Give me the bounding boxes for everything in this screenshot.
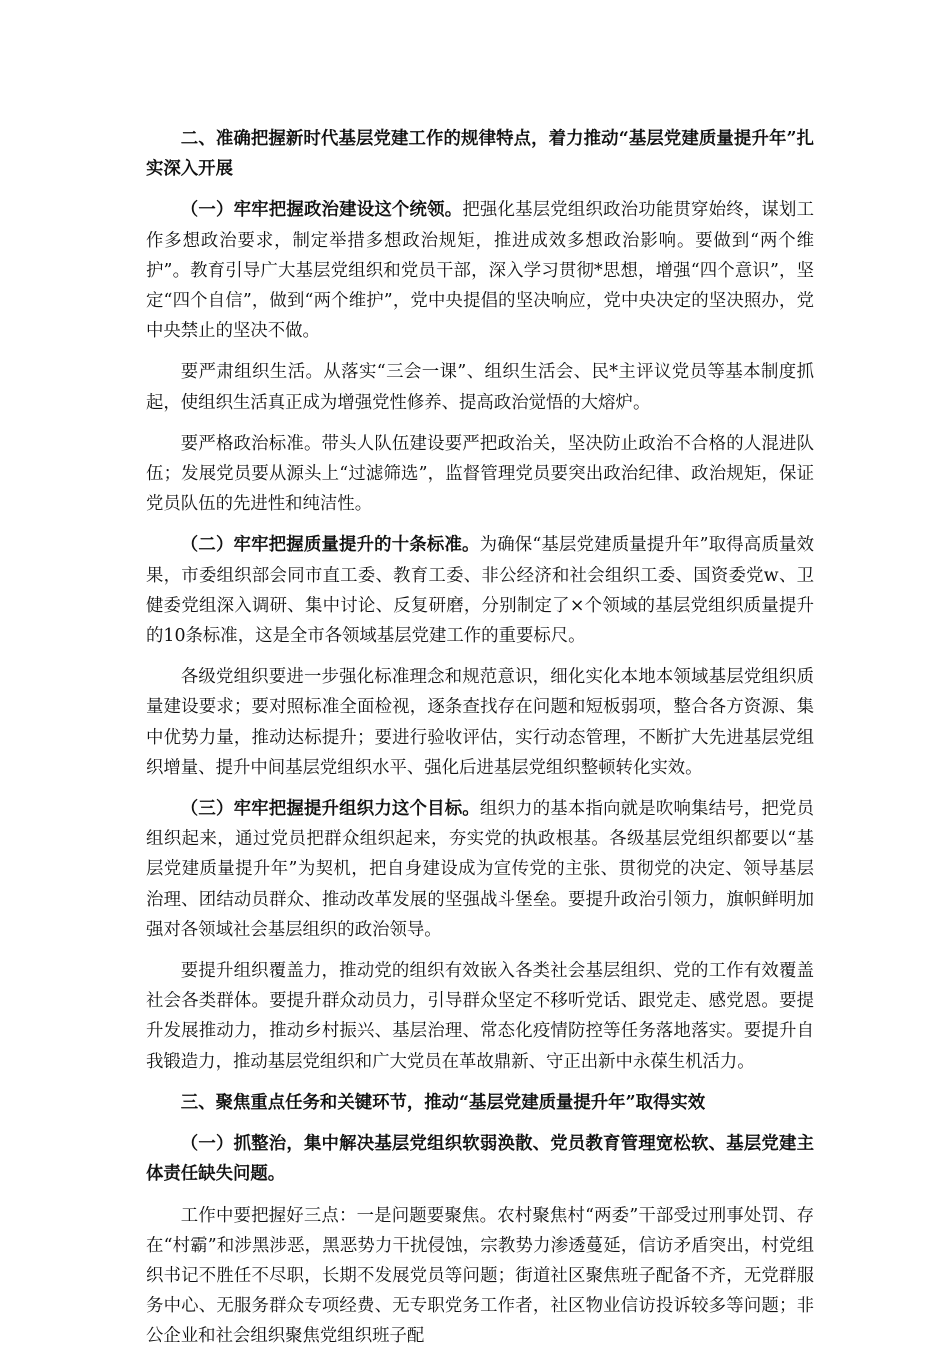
body-paragraph [146, 357, 814, 417]
section-heading [146, 1088, 814, 1118]
body-paragraph [146, 794, 814, 945]
paragraph-text: （一）抓整治，集中解决基层党组织软弱涣散、党员教育管理宽松软、基层党建主体责任缺失问题。 [146, 1134, 814, 1185]
body-paragraph [146, 956, 814, 1077]
document-body [146, 124, 814, 1363]
body-paragraph [146, 429, 814, 520]
paragraph-text: 要严格政治标准。带头人队伍建设要严把政治关，坚决防止政治不合格的人混进队伍；发展党员要从源头上“过滤筛选”，监督管理党员要突出政治纪律、政治规矩，保证党员队伍的先进性和纯洁性。 [146, 433, 814, 515]
section-heading [146, 1129, 814, 1189]
body-paragraph [146, 662, 814, 783]
paragraph-lead-heading: （一）牢牢把握政治建设这个统领。 [180, 200, 463, 221]
paragraph-lead-heading: （三）牢牢把握提升组织力这个目标。 [180, 799, 480, 820]
paragraph-text: 二、准确把握新时代基层党建工作的规律特点，着力推动“基层党建质量提升年”扎实深入开展 [146, 129, 814, 180]
paragraph-text: 三、聚焦重点任务和关键环节，推动“基层党建质量提升年”取得实效 [180, 1092, 706, 1113]
body-paragraph [146, 1201, 814, 1352]
body-paragraph [146, 530, 814, 651]
paragraph-text: 把强化基层党组织政治功能贯穿始终，谋划工作多想政治要求，制定举措多想政治规矩，推进成效多想政治影响。要做到“两个维护”。教育引导广大基层党组织和党员干部，深入学习贯彻*思想，增强“四个意识”，坚定“四个自信”，做到“两个维护”，党中央提倡的坚决响应，党中央决定的坚决照办，党中央禁止的坚决不做。 [146, 200, 814, 342]
paragraph-text: 要提升组织覆盖力，推动党的组织有效嵌入各类社会基层组织、党的工作有效覆盖社会各类群体。要提升群众动员力，引导群众坚定不移听党话、跟党走、感党恩。要提升发展推动力，推动乡村振兴、基层治理、常态化疫情防控等任务落地落实。要提升自我锻造力，推动基层党组织和广大党员在革故鼎新、守正出新中永葆生机活力。 [146, 961, 814, 1072]
paragraph-text: 各级党组织要进一步强化标准理念和规范意识，细化实化本地本领域基层党组织质量建设要求；要对照标准全面检视，逐条查找存在问题和短板弱项，整合各方资源、集中优势力量，推动达标提升；要进行验收评估，实行动态管理，不断扩大先进基层党组织增量、提升中间基层党组织水平、强化后进基层党组织整顿转化实效。 [146, 667, 814, 778]
paragraph-text: 为确保“基层党建质量提升年”取得高质量效果，市委组织部会同市直工委、教育工委、非公经济和社会组织工委、国资委党w、卫健委党组深入调研、集中讨论、反复研磨，分别制定了×个领域的基层党组织质量提升的10条标准，这是全市各领域基层党建工作的重要标尺。 [146, 535, 814, 647]
paragraph-text: 组织力的基本指向就是吹响集结号，把党员组织起来，通过党员把群众组织起来，夯实党的执政根基。各级基层党组织都要以“基层党建质量提升年”为契机，把自身建设成为宣传党的主张、贯彻党的决定、领导基层治理、团结动员群众、推动改革发展的坚强战斗堡垒。要提升政治引领力，旗帜鲜明加强对各领域社会基层组织的政治领导。 [146, 799, 814, 940]
section-heading [146, 124, 814, 184]
paragraph-lead-heading: （二）牢牢把握质量提升的十条标准。 [180, 535, 480, 556]
paragraph-text: 要严肃组织生活。从落实“三会一课”、组织生活会、民*主评议党员等基本制度抓起，使组织生活真正成为增强党性修养、提高政治觉悟的大熔炉。 [146, 362, 814, 413]
body-paragraph [146, 195, 814, 346]
paragraph-text: 工作中要把握好三点：一是问题要聚焦。农村聚焦村“两委”干部受过刑事处罚、存在“村霸”和涉黑涉恶，黑恶势力干扰侵蚀，宗教势力渗透蔓延，信访矛盾突出，村党组织书记不胜任不尽职，长期不发展党员等问题；街道社区聚焦班子配备不齐，无党群服务中心、无服务群众专项经费、无专职党务工作者，社区物业信访投诉较多等问题；非公企业和社会组织聚焦党组织班子配 [146, 1205, 814, 1347]
